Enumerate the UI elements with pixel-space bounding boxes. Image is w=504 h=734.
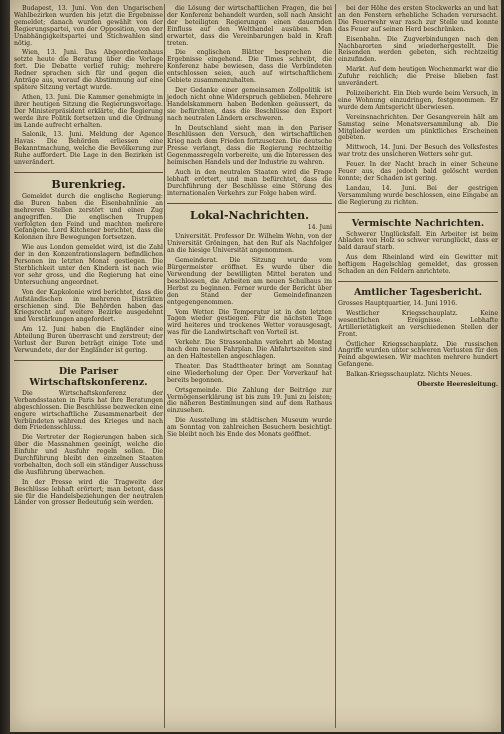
signature: Oberste Heeresleitung.	[417, 381, 498, 389]
paragraph: Wie aus London gemeldet wird, ist die Zahl der in den Konzentrationslagern befindlichen Personen im letzten Monat gestiegen. Die Sterblichkeit unter den Kindern ist nach wie vor sehr gross, und die Regierung hat eine Untersuchung angeordnet.	[14, 244, 163, 286]
divider	[14, 172, 163, 173]
paragraph: Vereinsnachrichten. Der Gesangverein hält am Samstag seine Monatsversammlung ab. Die Mitglieder werden um pünktliches Erscheinen gebeten.	[338, 113, 498, 142]
paragraph: In der Presse wird die Tragweite der Beschlüsse lebhaft erörtert; man betont, dass sie für die Handelsbeziehungen der neutralen Länder von grosser Bedeutung sein werden.	[14, 478, 163, 507]
paragraph: In Deutschland sieht man in den Pariser Beschlüssen den Versuch, den wirtschaftlichen Krieg nach dem Frieden fortzusetzen. Die deutsche Presse verlangt, dass die Regierung rechtzeitig Gegenmassregeln vorbereite, um die Interessen des heimischen Handels und der Industrie zu wahren.	[167, 124, 332, 167]
paragraph: Schwerer Unglücksfall. Ein Arbeiter ist beim Abladen von Holz so schwer verunglückt, dass er bald darauf starb.	[338, 230, 498, 252]
paragraph: Gemeldet durch die englische Regierung: die Buren haben die Eisenbahnlinie an mehreren Stellen zerstört und einen Zug angegriffen. Die englischen Truppen verfolgten den Feind und machten mehrere Gefangene. Lord Kitchener berichtet, dass die Kolonnen ihre Bewegungen fortsetzen.	[14, 192, 163, 242]
paragraph: Balkan-Kriegsschauplatz. Nichts Neues.	[346, 371, 473, 379]
paragraph: Östlicher Kriegsschauplatz. Die russischen Angriffe wurden unter schweren Verlusten für den Feind abgewiesen. Wir machten mehrere hundert Gefangene.	[338, 340, 498, 369]
book-binding-edge	[0, 0, 10, 734]
divider	[167, 203, 332, 204]
column-2	[167, 6, 332, 442]
paragraph: Salonik, 13. Juni. Meldung der Agence Havas: Die Behörden erliessen eine Bekanntmachung, welche die Bevölkerung zur Ruhe auffordert. Die Lage in den Bezirken ist unverändert.	[14, 131, 163, 167]
paragraph: bei der Höhe des ersten Stockwerks an und hat an den Fenstern erhebliche Schaden verursacht. Die Feuerwehr war rasch zur Stelle und konnte das Feuer auf seinen Herd beschränken.	[338, 5, 498, 33]
paragraph: Auch in den neutralen Staaten wird die Frage lebhaft erörtert, und man befürchtet, dass die Durchführung der Beschlüsse eine Störung des internationalen Verkehrs zur Folge haben wird.	[167, 168, 332, 197]
paragraph: Eisenbahn. Die Zugverbindungen nach den Nachbarorten sind wiederhergestellt. Die Reisenden werden gebeten, sich rechtzeitig einzufinden.	[338, 35, 498, 64]
paragraph: Ortsgemeinde. Die Zahlung der Beiträge zur Vermögenserklärung ist bis zum 19. Juni zu leisten; die näheren Bestimmungen sind auf dem Rathaus einzusehen.	[167, 386, 332, 415]
column-3	[338, 6, 498, 389]
paragraph: Wien, 13. Juni. Das Abgeordnetenhaus setzte heute die Beratung über die Vorlage fort. Die Debatte verlief ruhig; mehrere Redner sprachen sich für und gegen die Anträge aus, worauf die Abstimmung auf eine spätere Sitzung vertagt wurde.	[14, 49, 163, 91]
paragraph: Theater. Das Stadttheater bringt am Sonntag eine Wiederholung der Oper. Der Vorverkauf hat bereits begonnen.	[167, 362, 332, 384]
paragraph: Budapest, 13. Juni. Von den Ungarischen Wahlbezirken wurden bis jetzt die Ergebnisse gemeldet; danach wurden gewählt von der Regierungspartei, von der Opposition, von der Unabhängigkeitspartei und Stichwahlen sind nötig.	[14, 5, 163, 47]
newspaper-page	[10, 0, 501, 732]
paragraph: Die Vertreter der Regierungen haben sich über die Massnahmen geeinigt, welche die Einfuhr und Ausfuhr regeln sollen. Die Durchführung bleibt den einzelnen Staaten vorbehalten, doch soll ein ständiger Ausschuss die Ausführung überwachen.	[14, 434, 163, 476]
paragraph: Von der Kapkolonie wird berichtet, dass die Aufständischen in mehreren Distrikten erschienen sind. Die Behörden haben das Kriegsrecht auf weitere Bezirke ausgedehnt und Verstärkungen angefordert.	[14, 288, 163, 324]
paragraph: Verkehr. Die Strassenbahn verkehrt ab Montag nach dem neuen Fahrplan. Die Abfahrtszeiten sind an den Haltestellen angeschlagen.	[167, 339, 332, 360]
paragraph: Vom Wetter. Die Temperatur ist in den letzten Tagen wieder gestiegen. Für die nächsten Tage wird heiteres und trockenes Wetter vorausgesagt, was für die Landwirtschaft von Vorteil ist.	[167, 308, 332, 337]
divider	[14, 360, 163, 361]
paragraph: Markt. Auf dem heutigen Wochenmarkt war die Zufuhr reichlich; die Preise blieben fast unverändert.	[338, 66, 498, 88]
divider	[338, 212, 498, 213]
paragraph: Der Gedanke einer gemeinsamen Zollpolitik ist jedoch nicht ohne Widerspruch geblieben. Mehrere Handelskammern haben Bedenken geäussert, da sie befürchten, dass die Beschlüsse den Export nach neutralen Ländern erschweren.	[167, 86, 332, 122]
paragraph: Landau, 14. Juni. Bei der gestrigen Versammlung wurde beschlossen, eine Eingabe an die Regierung zu richten.	[338, 184, 498, 206]
divider	[338, 281, 498, 282]
paragraph: Gemeinderat. Die Sitzung wurde vom Bürgermeister eröffnet. Es wurde über die Verwendung der bewilligten Mittel beraten und beschlossen, die Arbeiten am neuen Schulhaus im Herbst zu beginnen. Ferner wurde der Bericht über den Stand der Gemeindefinanzen entgegengenommen.	[167, 257, 332, 306]
section-heading: Amtlicher Tagesbericht.	[353, 287, 483, 298]
section-heading: Die Pariser Wirtschaftskonferenz.	[29, 365, 148, 388]
paragraph: Athen, 13. Juni. Die Kammer genehmigte in ihrer heutigen Sitzung die Regierungsvorlage. Der Ministerpräsident erklärte, die Regierung werde ihre Politik fortsetzen und die Ordnung im Lande aufrecht erhalten.	[14, 93, 163, 129]
paragraph: Universität. Professor Dr. Wilhelm Wehn, von der Universität Gröningen, hat den Ruf als Nachfolger an die hiesige Universität angenommen.	[167, 233, 332, 255]
paragraph: Die englischen Blätter besprechen die Ergebnisse eingehend. Die Times schreibt, die Konferenz habe bewiesen, dass die Verbündeten entschlossen seien, auch auf wirtschaftlichem Gebiete zusammenzuhalten.	[167, 49, 332, 85]
section-date: 14. Juni	[307, 223, 332, 231]
paragraph: Mittwoch, 14. Juni. Der Besuch des Volksfestes war trotz des unsicheren Wetters sehr gut.	[338, 144, 498, 159]
section-heading: Burenkrieg.	[51, 177, 126, 191]
column-1	[14, 6, 163, 510]
section-heading: Lokal-Nachrichten.	[189, 208, 310, 222]
column-rule	[335, 4, 336, 728]
paragraph: Am 12. Juni haben die Engländer eine Abteilung Buren überrascht und zerstreut; der Verlust der Buren beträgt einige Tote und Verwundete, der der Engländer ist gering.	[14, 326, 163, 354]
paragraph: Die Ausstellung im städtischen Museum wurde am Sonntag von zahlreichen Besuchern besichtigt. Sie bleibt noch bis Ende des Monats geöffnet.	[167, 417, 332, 439]
paragraph: Feuer. In der Nacht brach in einer Scheune Feuer aus, das jedoch bald gelöscht werden konnte; der Schaden ist gering.	[338, 161, 498, 182]
paragraph: Westlicher Kriegsschauplatz. Keine wesentlichen Ereignisse. Lebhafte Artillerietätigkeit an verschiedenen Stellen der Front.	[338, 309, 498, 338]
paragraph: Aus dem Rheinland wird ein Gewitter mit heftigem Hagelschlag gemeldet, das grossen Schaden an den Feldern anrichtete.	[338, 254, 498, 276]
column-rule	[164, 4, 165, 728]
section-heading: Vermischte Nachrichten.	[351, 217, 485, 229]
c1-top	[14, 6, 163, 167]
paragraph: Polizeibericht. Ein Dieb wurde beim Versuch, in eine Wohnung einzudringen, festgenommen. Er wurde dem Amtsgericht überwiesen.	[338, 89, 498, 111]
report-dateline: Grosses Hauptquartier, 14. Juni 1916.	[338, 300, 458, 307]
paragraph: Die Wirtschaftskonferenz der Verbandsstaaten in Paris hat ihre Beratungen abgeschlossen. Die Beschlüsse bezwecken eine engere wirtschaftliche Zusammenarbeit der Verbündeten während des Krieges und nach dem Friedensschluss.	[14, 389, 163, 432]
paragraph: die Lösung der wirtschaftlichen Fragen, die bei der Konferenz behandelt wurden, soll nach Ansicht der beteiligten Regierungen einen dauernden Einfluss auf den Welthandel ausüben. Man erwartet, dass die Vereinbarungen bald in Kraft treten.	[167, 5, 332, 47]
